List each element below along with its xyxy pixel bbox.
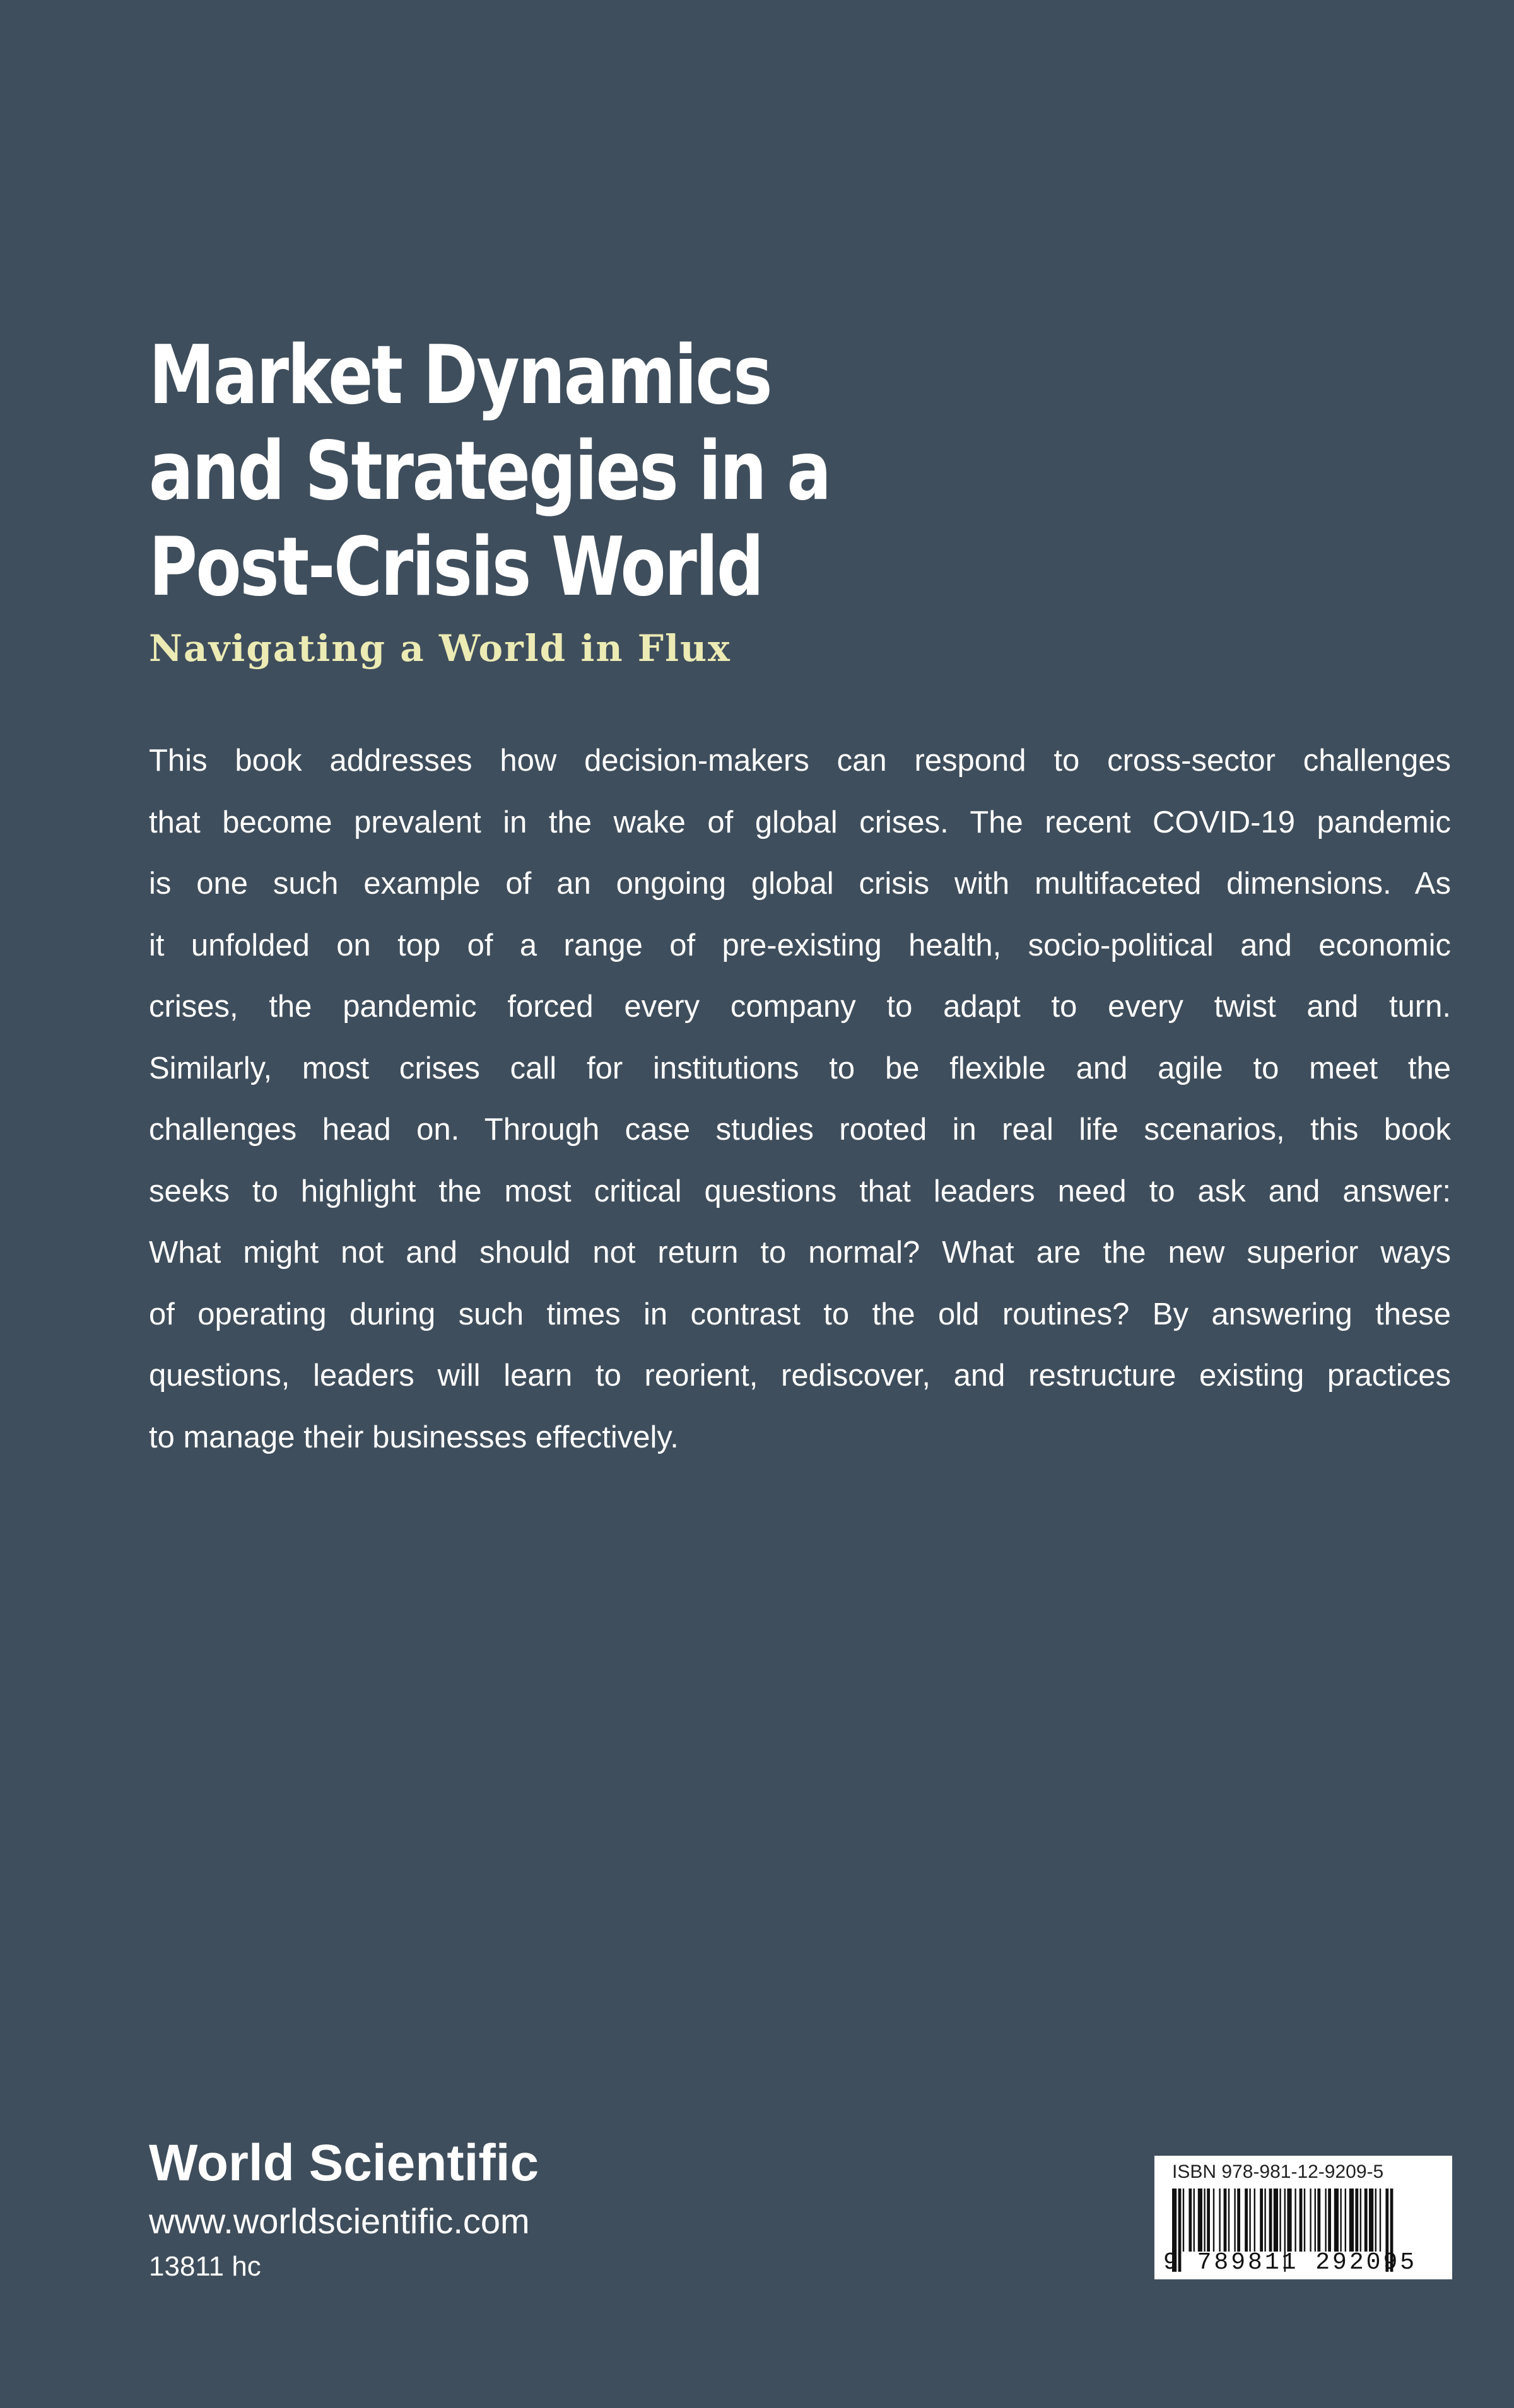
blurb-line: it unfolded on top of a range of pre-existing health, socio-political and economic xyxy=(149,928,1451,962)
barcode-bar xyxy=(1234,2189,1235,2252)
barcode-bar xyxy=(1355,2189,1358,2252)
barcode-bar xyxy=(1287,2189,1291,2252)
barcode-bar xyxy=(1254,2189,1255,2252)
barcode-bar xyxy=(1245,2189,1248,2252)
barcode-bar xyxy=(1360,2189,1361,2252)
barcode-bar xyxy=(1213,2189,1214,2252)
barcode-bar xyxy=(1340,2189,1341,2252)
barcode-bar xyxy=(1317,2189,1320,2252)
blurb-line: crises, the pandemic forced every company to adapt to every twist and turn. xyxy=(149,990,1451,1024)
blurb-line: seeks to highlight the most critical questions that leaders need to ask and answer: xyxy=(149,1174,1451,1208)
barcode-bar xyxy=(1183,2189,1184,2252)
blurb-line: that become prevalent in the wake of global crises. The recent COVID-19 pandemic xyxy=(149,805,1451,839)
blurb-line: is one such example of an ongoing global crisis with multifaceted dimensions. As xyxy=(149,867,1451,901)
blurb-line: What might not and should not return to normal? What are the new superior ways xyxy=(149,1236,1451,1270)
barcode-bar xyxy=(1315,2189,1316,2252)
barcode-bar xyxy=(1207,2189,1210,2252)
blurb-line: of operating during such times in contrast to the old routines? By answering these xyxy=(149,1297,1451,1331)
barcode-bar xyxy=(1219,2189,1220,2252)
barcode-bar xyxy=(1269,2189,1272,2252)
publisher-code: 13811 hc xyxy=(149,2251,261,2282)
blurb-line: questions, leaders will learn to reorient, rediscover, and restructure existing practices xyxy=(149,1359,1451,1393)
barcode-bar xyxy=(1375,2189,1376,2252)
barcode-bar xyxy=(1204,2189,1205,2252)
barcode-bar xyxy=(1328,2189,1331,2252)
book-title xyxy=(149,328,969,616)
barcode-bar xyxy=(1264,2189,1265,2252)
title-line-3: Post-Crisis World xyxy=(149,520,763,614)
barcode-bar xyxy=(1364,2189,1368,2252)
book-subtitle: Navigating a World in Flux xyxy=(149,627,731,670)
barcode-bar xyxy=(1279,2189,1281,2252)
blurb-line: Similarly, most crises call for institutions to be flexible and agile to meet the xyxy=(149,1051,1451,1085)
isbn-label: ISBN 978-981-12-9209-5 xyxy=(1172,2161,1384,2182)
book-blurb xyxy=(149,730,1451,1468)
barcode-bar xyxy=(1349,2189,1354,2252)
barcode-bar xyxy=(1334,2189,1339,2252)
barcode-bar xyxy=(1194,2189,1195,2252)
barcode-bar xyxy=(1249,2189,1250,2252)
barcode-bar xyxy=(1304,2189,1305,2252)
publisher-url: www.worldscientific.com xyxy=(149,2201,530,2241)
title-line-1: Market Dynamics xyxy=(149,329,772,423)
title-line-2: and Strategies in a xyxy=(149,424,830,518)
barcode-bar xyxy=(1274,2189,1278,2252)
blurb-line: to manage their businesses effectively. xyxy=(149,1420,679,1454)
barcode-bar xyxy=(1369,2189,1373,2252)
barcode-digits: 9 789811 292095 xyxy=(1163,2249,1417,2276)
barcode-bar xyxy=(1294,2189,1296,2252)
barcode-bar xyxy=(1224,2189,1227,2252)
barcode-bar xyxy=(1198,2189,1202,2252)
barcode-bar xyxy=(1380,2189,1381,2252)
blurb-line: challenges head on. Through case studies rooted in real life scenarios, this book xyxy=(149,1113,1451,1147)
barcode-bar xyxy=(1345,2189,1346,2252)
barcode-bar xyxy=(1228,2189,1229,2252)
isbn-barcode xyxy=(1154,2156,1452,2279)
publisher-name: World Scientific xyxy=(149,2134,539,2192)
barcode-bar xyxy=(1237,2189,1240,2252)
barcode-bar xyxy=(1325,2189,1326,2252)
blurb-line: This book addresses how decision-makers can respond to cross-sector challenges xyxy=(149,744,1451,778)
barcode-bar xyxy=(1188,2189,1192,2252)
barcode-bar xyxy=(1300,2189,1303,2252)
barcode-bar xyxy=(1260,2189,1263,2252)
publisher-info xyxy=(149,2132,539,2286)
barcode-bar xyxy=(1310,2189,1311,2252)
